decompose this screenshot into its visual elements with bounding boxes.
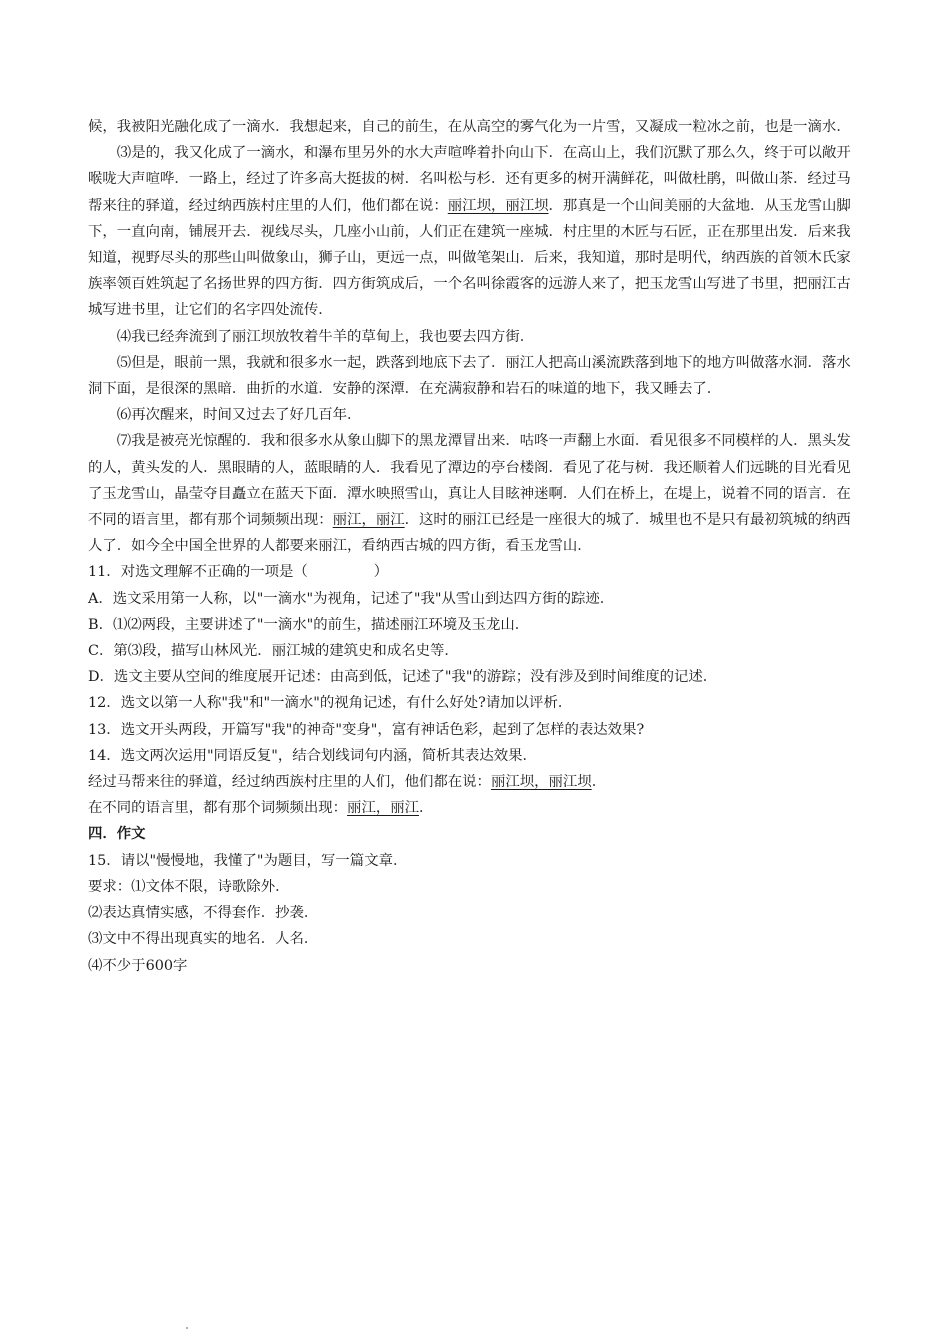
question-14-quote-2: 在不同的语言里，都有那个词频频出现：丽江，丽江． [88,800,434,817]
underlined-phrase: 丽江坝，丽江坝 [447,197,549,214]
question-11-option-c: C．第⑶段，描写山林风光．丽江城的建筑史和成名史等． [88,643,459,660]
question-11-option-a: A．选文采用第一人称，以"一滴水"为视角，记述了"我"从雪山到达四方街的踪迹． [88,590,615,607]
paragraph-text: ．那真是一个山间美丽的大盆地．从玉龙雪山脚下，一直向南，铺展开去．视线尽头，几座小山前，人们正在建筑一座城．村庄里的木匠与石匠，正在那里出发．后来我知道，视野尽头的那些山叫做象山，狮子山，更远一点，叫做笔架山．后来，我知道，那时是明代，纳西族的首领木氏家族率领百姓筑起了名扬世界的四方街．四方街筑成后，一个名叫徐霞客的远游人来了，把玉龙雪山写进了书里，把丽江古城写进书里，让它们的名字四处流传． [88,197,851,319]
requirement-4: ⑷不少于600字 [88,957,188,974]
paragraph-text: ⑹再次醒来，时间又过去了好几百年． [116,407,362,424]
passage-paragraph-7 [88,428,862,559]
question-11-option-b: B．⑴⑵两段，主要讲述了"一滴水"的前生，描述丽江环境及玉龙山． [88,616,530,633]
scan-speck [186,1327,188,1329]
passage-paragraph-3 [88,140,862,323]
passage-paragraph-5 [88,350,862,402]
paragraph-text: ⑸但是，眼前一黑，我就和很多水一起，跌落到地底下去了．丽江人把高山溪流跌落到地下的地方叫做落水洞．落水洞下面，是很深的黑暗．曲折的水道．安静的深潭．在充满寂静和岩石的味道的地下，我又睡去了． [88,354,851,398]
question-15: 15．请以"慢慢地，我懂了"为题目，写一篇文章． [88,852,408,869]
requirement-3: ⑶文中不得出现真实的地名．人名． [88,931,319,948]
question-14: 14．选文两次运用"同语反复"，结合划线词句内涵，简析其表达效果． [88,747,537,764]
underlined-phrase: 丽江坝，丽江坝 [490,774,592,791]
question-12: 12．选文以第一人称"我"和"一滴水"的视角记述，有什么好处?请加以评析． [88,695,573,712]
question-11-stem: 11．对选文理解不正确的一项是（ ） [88,564,389,581]
section-heading-composition: 四．作文 [88,826,146,843]
passage-paragraph-4 [88,324,862,350]
paragraph-text: ．这时的丽江已经是一座很大的城了．城里也不是只有最初筑城的纳西人了．如今全中国全世界的人都要来丽江，看纳西古城的四方街，看玉龙雪山． [88,512,851,555]
underlined-phrase: 丽江，丽江 [347,800,420,817]
passage-paragraph-6 [88,402,862,428]
question-11-option-d: D．选文主要从空间的维度展开记述：由高到低，记述了"我"的游踪；没有涉及到时间维度的记述． [88,669,718,686]
paragraph-text: ⑶是的，我又化成了一滴水，和瀑布里另外的水大声喧哗着扑向山下．在高山上，我们沉默了那么久，终于可以敞开喉咙大声喧哗．一路上，经过了许多高大挺拔的树．名叫松与杉．还有更多的树开满鲜花，叫做杜鹃，叫做山茶．经过马帮来往的驿道，经过纳西族村庄里的人们，他们都在说： [88,145,851,214]
requirement-1: 要求：⑴文体不限，诗歌除外． [88,878,290,895]
requirement-2: ⑵表达真情实感，不得套作．抄袭． [88,905,319,922]
question-13: 13．选文开头两段，开篇写"我"的神奇"变身"，富有神话色彩，起到了怎样的表达效果? [88,721,645,738]
paragraph-text: ⑺我是被亮光惊醒的．我和很多水从象山脚下的黑龙潭冒出来．咕咚一声翻上水面．看见很多不同模样的人．黑头发的人，黄头发的人．黑眼睛的人，蓝眼睛的人．我看见了潭边的亭台楼阁．看见了花与树．我还顺着人们远眺的目光看见了玉龙雪山，晶莹夺目矗立在蓝天下面．潭水映照雪山，真让人目眩神迷啊．人们在桥上，在堤上，说着不同的语言．在不同的语言里，都有那个词频频出现： [88,433,851,529]
underlined-phrase: 丽江，丽江 [332,512,405,529]
question-14-quote-1: 经过马帮来往的驿道，经过纳西族村庄里的人们，他们都在说：丽江坝，丽江坝． [88,774,607,791]
passage-paragraph-continued [88,114,862,140]
paragraph-text: ⑷我已经奔流到了丽江坝放牧着牛羊的草甸上，我也要去四方街． [116,328,535,345]
document-page [88,114,862,979]
paragraph-text: 候，我被阳光融化成了一滴水．我想起来，自己的前生，在从高空的雾气化为一片雪，又凝成一粒冰之前，也是一滴水． [88,119,851,135]
